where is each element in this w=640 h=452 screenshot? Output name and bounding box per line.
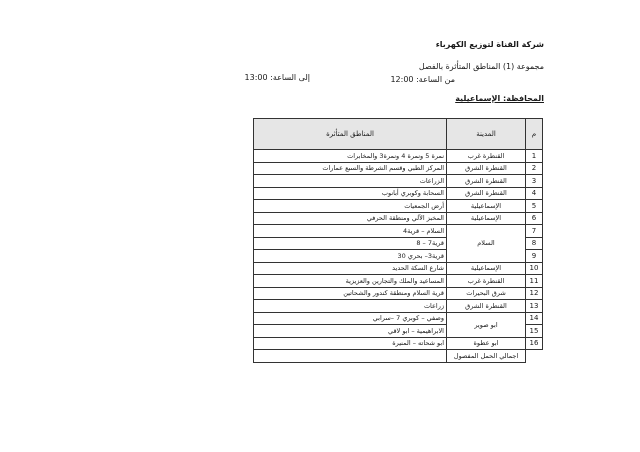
from-time-value: 12:00 bbox=[390, 75, 414, 84]
company-name: شركة القناة لتوزيع الكهرباء bbox=[435, 40, 544, 49]
header-city: المدينة bbox=[447, 119, 526, 150]
table-row bbox=[254, 212, 543, 225]
areas-cell: السلام – قرية4 bbox=[254, 225, 447, 238]
row-number: 12 bbox=[526, 287, 543, 300]
governorate-title: المحافظة: الإسماعيلية bbox=[455, 94, 544, 103]
city-cell: القنطرة الشرق bbox=[447, 162, 526, 175]
table-row bbox=[254, 175, 543, 188]
row-number: 9 bbox=[526, 250, 543, 263]
table-header-row bbox=[254, 119, 543, 150]
total-value-cell bbox=[254, 350, 447, 363]
total-empty-cell bbox=[526, 350, 543, 363]
row-number: 15 bbox=[526, 325, 543, 338]
row-number: 1 bbox=[526, 150, 543, 163]
areas-cell: المساعيد والملك والتجارين والعزيزية bbox=[254, 275, 447, 288]
table-row bbox=[254, 200, 543, 213]
areas-cell: المخبز الآلي ومنطقة الحرفي bbox=[254, 212, 447, 225]
city-cell: شرق البحيرات bbox=[447, 287, 526, 300]
from-time-label: من الساعة: bbox=[416, 75, 455, 84]
areas-cell: أرض الجمعيات bbox=[254, 200, 447, 213]
areas-cell: قرية السلام ومنطقة كندور والشحاتين bbox=[254, 287, 447, 300]
areas-cell: وصفي – كوبري 7 –سرابي bbox=[254, 312, 447, 325]
total-row bbox=[254, 350, 543, 363]
row-number: 11 bbox=[526, 275, 543, 288]
table-row bbox=[254, 287, 543, 300]
table-row bbox=[254, 275, 543, 288]
row-number: 10 bbox=[526, 262, 543, 275]
from-time-line bbox=[390, 75, 455, 85]
city-cell: السلام bbox=[447, 225, 526, 263]
areas-cell: زراعات bbox=[254, 300, 447, 313]
table-row bbox=[254, 337, 543, 350]
city-cell: القنطرة غرب bbox=[447, 150, 526, 163]
city-cell: الإسماعيلية bbox=[447, 212, 526, 225]
table-row bbox=[254, 150, 543, 163]
row-number: 13 bbox=[526, 300, 543, 313]
row-number: 3 bbox=[526, 175, 543, 188]
city-cell: القنطرة الشرق bbox=[447, 300, 526, 313]
row-number: 7 bbox=[526, 225, 543, 238]
table-row bbox=[254, 300, 543, 313]
table-row bbox=[254, 262, 543, 275]
table-row bbox=[254, 187, 543, 200]
row-number: 14 bbox=[526, 312, 543, 325]
row-number: 5 bbox=[526, 200, 543, 213]
to-time-value: 13:00 bbox=[244, 73, 268, 82]
areas-cell: السحابة وكوبري أبانوب bbox=[254, 187, 447, 200]
areas-cell: الابراهيمية – ابو لاقي bbox=[254, 325, 447, 338]
city-cell: القنطرة الشرق bbox=[447, 175, 526, 188]
total-label: اجمالي الحمل المفصول bbox=[447, 350, 526, 363]
row-number: 6 bbox=[526, 212, 543, 225]
areas-cell: المركز الطبي وقسم الشرطة والسبع عمارات bbox=[254, 162, 447, 175]
to-time-label: إلى الساعة: bbox=[270, 73, 310, 82]
row-number: 2 bbox=[526, 162, 543, 175]
header-num: م bbox=[526, 119, 543, 150]
areas-cell: قرية3– بحري 30 bbox=[254, 250, 447, 263]
row-number: 8 bbox=[526, 237, 543, 250]
city-cell: ابو عطوة bbox=[447, 337, 526, 350]
row-number: 16 bbox=[526, 337, 543, 350]
table-row bbox=[254, 312, 543, 325]
header-areas: المناطق المتأثرة bbox=[254, 119, 447, 150]
city-cell: الإسماعيلية bbox=[447, 200, 526, 213]
areas-cell: نمرة 5 ونمرة 4 ونمرة3 والمخابرات bbox=[254, 150, 447, 163]
to-time-line bbox=[245, 73, 310, 83]
city-cell: الإسماعيلية bbox=[447, 262, 526, 275]
areas-cell: الزراعات bbox=[254, 175, 447, 188]
city-cell: ابو صوير bbox=[447, 312, 526, 337]
affected-areas-table bbox=[253, 118, 543, 363]
city-cell: القنطرة غرب bbox=[447, 275, 526, 288]
row-number: 4 bbox=[526, 187, 543, 200]
areas-cell: قرية7 – 8 bbox=[254, 237, 447, 250]
areas-cell: ابو شحاته – المنيرة bbox=[254, 337, 447, 350]
areas-cell: شارع السكة الحديد bbox=[254, 262, 447, 275]
city-cell: القنطرة الشرق bbox=[447, 187, 526, 200]
group-title: مجموعة (1) المناطق المتأثرة بالفصل bbox=[418, 62, 544, 71]
table-row bbox=[254, 162, 543, 175]
table-row bbox=[254, 225, 543, 238]
